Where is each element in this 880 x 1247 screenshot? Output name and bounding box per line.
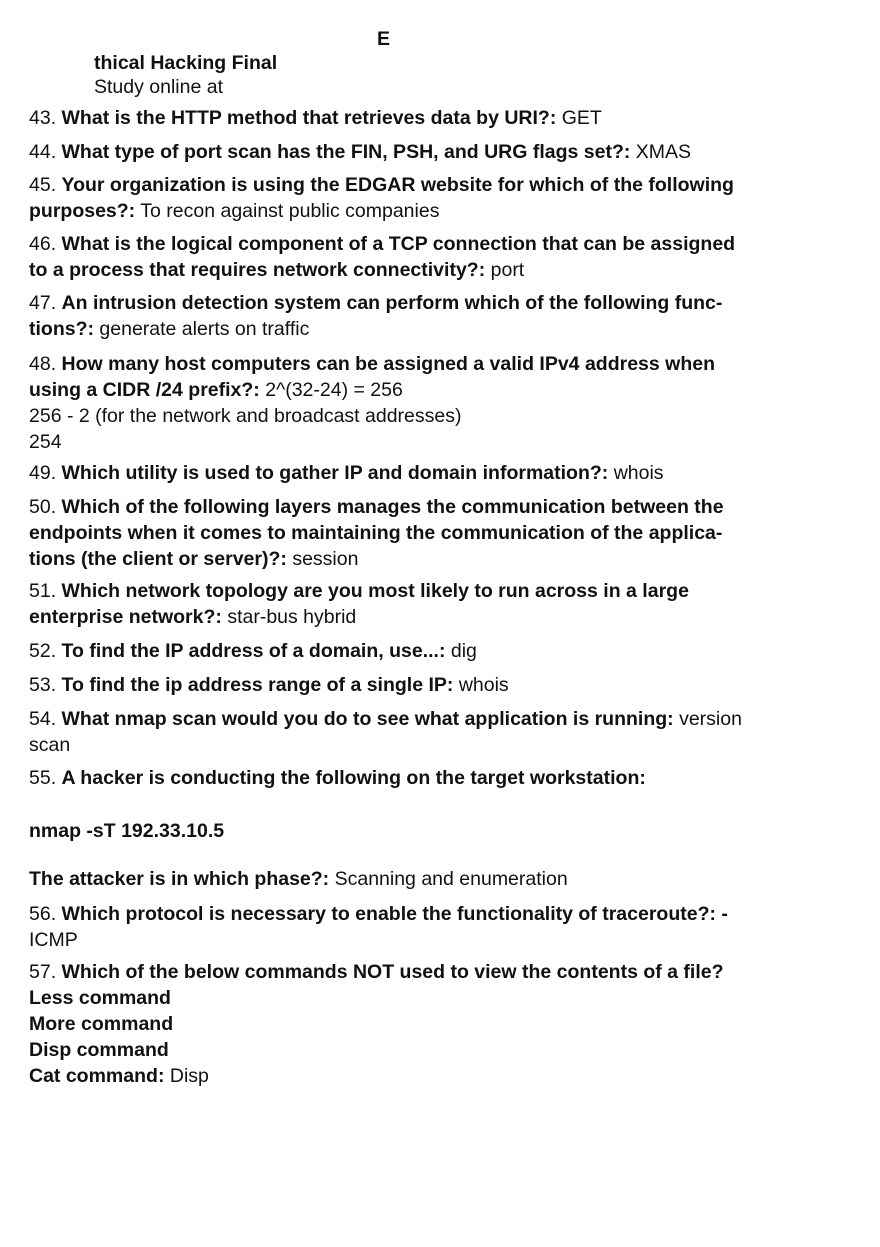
header-letter: E — [377, 28, 391, 50]
question-text: Your organization is using the EDGAR website for which of the following — [61, 174, 734, 196]
question-text: What is the logical component of a TCP connection that can be assigned — [61, 233, 736, 255]
document-title: thical Hacking Final — [94, 52, 278, 74]
qa-item-56 — [29, 901, 749, 953]
question-text: What type of port scan has the FIN, PSH, and URG flags set?: — [61, 141, 631, 163]
option-more: More command — [29, 1013, 174, 1035]
answer-text: port — [490, 259, 525, 281]
qa-item-55-phase — [29, 866, 749, 892]
question-text: To find the IP address of a domain, use...: — [61, 640, 446, 662]
question-text: A hacker is conducting the following on the target workstation: — [61, 767, 646, 789]
question-text-cont: tions?: — [29, 318, 94, 340]
question-text: Which of the below commands NOT used to view the contents of a file? — [61, 961, 724, 983]
question-text: Which network topology are you most likely to run across in a large — [61, 580, 689, 602]
qa-item-50 — [29, 494, 749, 572]
qa-item-57 — [29, 959, 749, 1089]
answer-text: whois — [613, 462, 664, 484]
question-text-cont: endpoints when it comes to maintaining the communication of the applica- — [29, 522, 723, 544]
item-number: 56. — [29, 903, 57, 925]
qa-item-49 — [29, 460, 749, 486]
item-number: 47. — [29, 292, 57, 314]
answer-text: generate alerts on traffic — [99, 318, 310, 340]
answer-text-line-2: 256 - 2 (for the network and broadcast addresses) — [29, 405, 462, 427]
option-disp: Disp command — [29, 1039, 169, 1061]
answer-text-cont: scan — [29, 734, 71, 756]
answer-text: Disp — [169, 1065, 209, 1087]
study-online-text: Study online at — [94, 76, 224, 98]
question-text: Which utility is used to gather IP and domain information?: — [61, 462, 609, 484]
answer-text-line-3: 254 — [29, 431, 62, 453]
answer-text: Scanning and enumeration — [334, 868, 568, 890]
question-text-cont: using a CIDR /24 prefix?: — [29, 379, 260, 401]
answer-text: 2^(32-24) = 256 — [265, 379, 403, 401]
question-text-cont: The attacker is in which phase?: — [29, 868, 330, 890]
item-number: 43. — [29, 107, 57, 129]
item-number: 51. — [29, 580, 57, 602]
item-number: 57. — [29, 961, 57, 983]
item-number: 52. — [29, 640, 57, 662]
item-number: 49. — [29, 462, 57, 484]
answer-text: XMAS — [635, 141, 692, 163]
question-text: An intrusion detection system can perform which of the following func- — [61, 292, 723, 314]
item-number: 44. — [29, 141, 57, 163]
qa-item-45 — [29, 172, 749, 224]
qa-item-54 — [29, 706, 749, 758]
qa-item-51 — [29, 578, 749, 630]
question-text-cont: to a process that requires network connectivity?: — [29, 259, 486, 281]
question-text-cont: enterprise network?: — [29, 606, 222, 628]
qa-item-48 — [29, 351, 749, 455]
question-text: Which of the following layers manages the communication between the — [61, 496, 724, 518]
question-text-cont: purposes?: — [29, 200, 136, 222]
qa-item-46 — [29, 231, 749, 283]
option-cat: Cat command: — [29, 1065, 165, 1087]
qa-item-44 — [29, 139, 749, 165]
answer-text: ICMP — [29, 929, 78, 951]
qa-item-47 — [29, 290, 749, 342]
question-text: Which protocol is necessary to enable the functionality of traceroute?: - — [61, 903, 728, 925]
answer-text: star-bus hybrid — [227, 606, 357, 628]
item-number: 45. — [29, 174, 57, 196]
answer-text: To recon against public companies — [140, 200, 440, 222]
command-line: nmap -sT 192.33.10.5 — [29, 820, 225, 842]
answer-text: session — [292, 548, 359, 570]
question-text: How many host computers can be assigned a valid IPv4 address when — [61, 353, 715, 375]
question-text: What is the HTTP method that retrieves data by URI?: — [61, 107, 557, 129]
item-number: 50. — [29, 496, 57, 518]
qa-item-55 — [29, 765, 749, 791]
qa-item-53 — [29, 672, 749, 698]
question-text: To find the ip address range of a single IP: — [61, 674, 454, 696]
qa-item-43 — [29, 105, 749, 131]
answer-text: GET — [561, 107, 602, 129]
item-number: 55. — [29, 767, 57, 789]
answer-text: whois — [458, 674, 509, 696]
qa-item-52 — [29, 638, 749, 664]
item-number: 46. — [29, 233, 57, 255]
answer-text: version — [679, 708, 742, 730]
option-less: Less command — [29, 987, 171, 1009]
item-number: 48. — [29, 353, 57, 375]
question-text-cont: tions (the client or server)?: — [29, 548, 287, 570]
answer-text: dig — [450, 640, 477, 662]
item-number: 53. — [29, 674, 57, 696]
item-number: 54. — [29, 708, 57, 730]
question-text: What nmap scan would you do to see what application is running: — [61, 708, 674, 730]
